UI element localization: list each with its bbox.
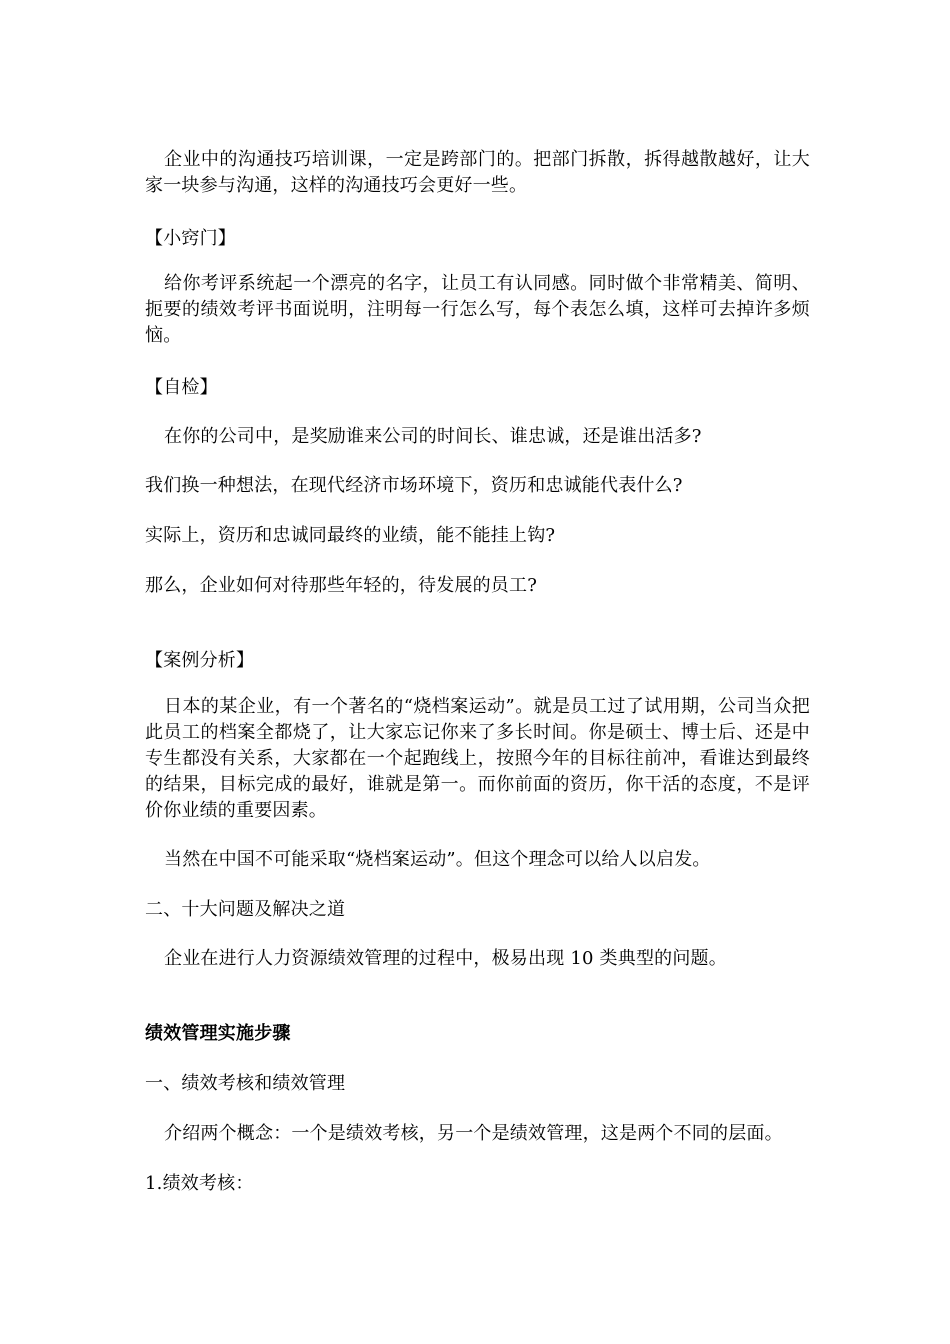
heading-case-analysis: 【案例分析】 xyxy=(145,650,255,671)
heading-assessment-and-management: 一、绩效考核和绩效管理 xyxy=(145,1073,346,1094)
paragraph-burn-files-campaign: 日本的某企业，有一个著名的“烧档案运动”。就是员工过了试用期，公司当众把此员工的档案全都烧了，让大家忘记你来了多长时间。你是硕士、博士后、还是中专生都没有关系，大家都在一个起跑线上，按照今年的目标往前冲，看谁达到最终的结果，目标完成的最好，谁就是第一。而你前面的资历，你干活的态度，不是评价你业绩的重要因素。 xyxy=(145,696,810,821)
question-performance-link: 实际上，资历和忠诚同最终的业绩，能不能挂上钩? xyxy=(145,525,556,546)
paragraph-cross-department-training: 企业中的沟通技巧培训课，一定是跨部门的。把部门拆散，拆得越散越好，让大家一块参与沟通，这样的沟通技巧会更好一些。 xyxy=(145,149,810,196)
question-reward: 在你的公司中，是奖励谁来公司的时间长、谁忠诚，还是谁出活多? xyxy=(164,426,702,447)
paragraph-typical-problems: 企业在进行人力资源绩效管理的过程中，极易出现 10 类典型的问题。 xyxy=(164,948,727,969)
question-young-employees: 那么，企业如何对待那些年轻的，待发展的员工? xyxy=(145,575,538,596)
heading-performance-assessment: 1.绩效考核： xyxy=(145,1173,254,1194)
question-seniority-loyalty: 我们换一种想法，在现代经济市场环境下，资历和忠诚能代表什么? xyxy=(145,475,683,496)
heading-ten-problems: 二、十大问题及解决之道 xyxy=(145,899,346,920)
paragraph-china-insight: 当然在中国不可能采取“烧档案运动”。但这个理念可以给人以启发。 xyxy=(164,849,711,870)
paragraph-two-concepts: 介绍两个概念：一个是绩效考核，另一个是绩效管理，这是两个不同的层面。 xyxy=(164,1123,783,1144)
heading-implementation-steps: 绩效管理实施步骤 xyxy=(145,1023,291,1044)
heading-tip: 【小窍门】 xyxy=(145,228,236,249)
heading-self-check: 【自检】 xyxy=(145,377,218,398)
paragraph-evaluation-system-name-text: 给你考评系统起一个漂亮的名字，让员工有认同感。同时做个非常精美、简明、扼要的绩效考评书面说明，注明每一行怎么写，每个表怎么填，这样可去掉许多烦恼。 xyxy=(145,273,810,346)
